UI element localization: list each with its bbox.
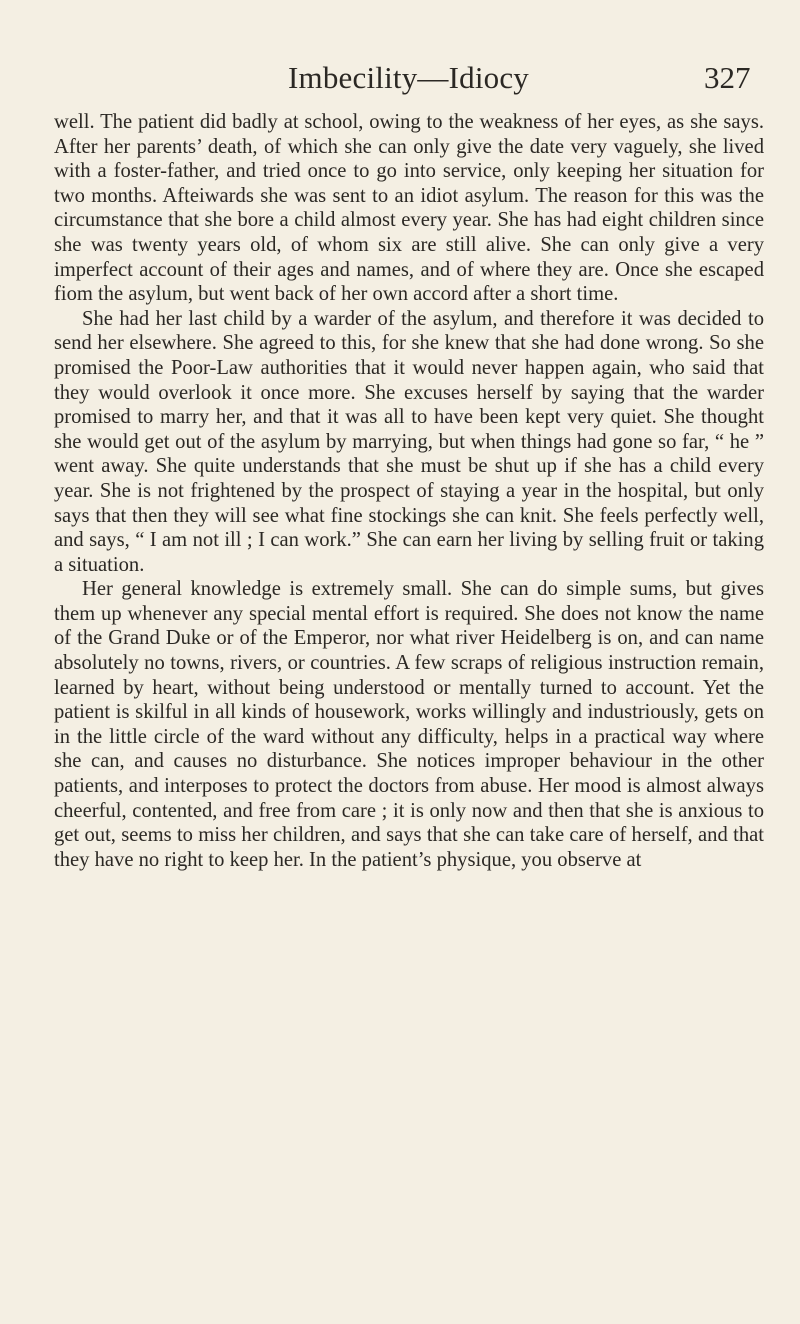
- paragraph-general-knowledge: Her general knowledge is extremely small. She can do simple sums, but gives them up whenever any special mental effort is required. She does not know the name of the Grand Duke or of the Emperor, nor what river Heidelberg is on, and can name absolutely no towns, rivers, or countries. A few scraps of religious instruction remain, learned by heart, without being understood or mentally turned to account. Yet the patient is skilful in all kinds of housework, works willingly and industriously, gets on in the little circle of the ward without any difficulty, helps in a practical way where she can, and causes no disturbance. She notices improper behaviour in the other patients, and interposes to protect the doctors from abuse. Her mood is almost always cheerful, contented, and free from care ; it is only now and then that she is anxious to get out, seems to miss her children, and says that she can take care of herself, and that they have no right to keep her. In the patient’s physique, you observe at: [54, 578, 764, 871]
- paragraph-warder: She had her last child by a warder of the asylum, and therefore it was decided to send her elsewhere. She agreed to this, for she knew that she had done wrong. So she promised the Poor-Law authorities that it would never happen again, who said that they would overlook it once more. She excuses herself by saying that the warder promised to marry her, and that it was all to have been kept very quiet. She thought she would get out of the asylum by marrying, but when things had gone so far, “ he ” went away. She quite understands that she must be shut up if she has a child every year. She is not frightened by the prospect of staying a year in the hospital, but only says that then they will see what fine stockings she can knit. She feels perfectly well, and says, “ I am not ill ; I can work.” She can earn her living by selling fruit or taking a situation.: [54, 307, 764, 576]
- running-title: Imbecility—Idiocy: [288, 60, 530, 95]
- page-header: [0, 60, 800, 100]
- paragraph-continued: well. The patient did badly at school, owing to the weakness of her eyes, as she says. After her parents’ death, of which she can only give the date very vaguely, she lived with a foster-father, and tried once to go into service, only keeping her situation for two months. Afteiwards she was sent to an idiot asylum. The reason for this was the circumstance that she bore a child almost every year. She has had eight children since she was twenty years old, of whom six are still alive. She can only give a very imperfect account of their ages and names, and of where they are. Once she escaped fiom the asylum, but went back of her own accord after a short time.: [54, 111, 764, 306]
- page-number: 327: [704, 60, 751, 95]
- body-text: [54, 110, 764, 872]
